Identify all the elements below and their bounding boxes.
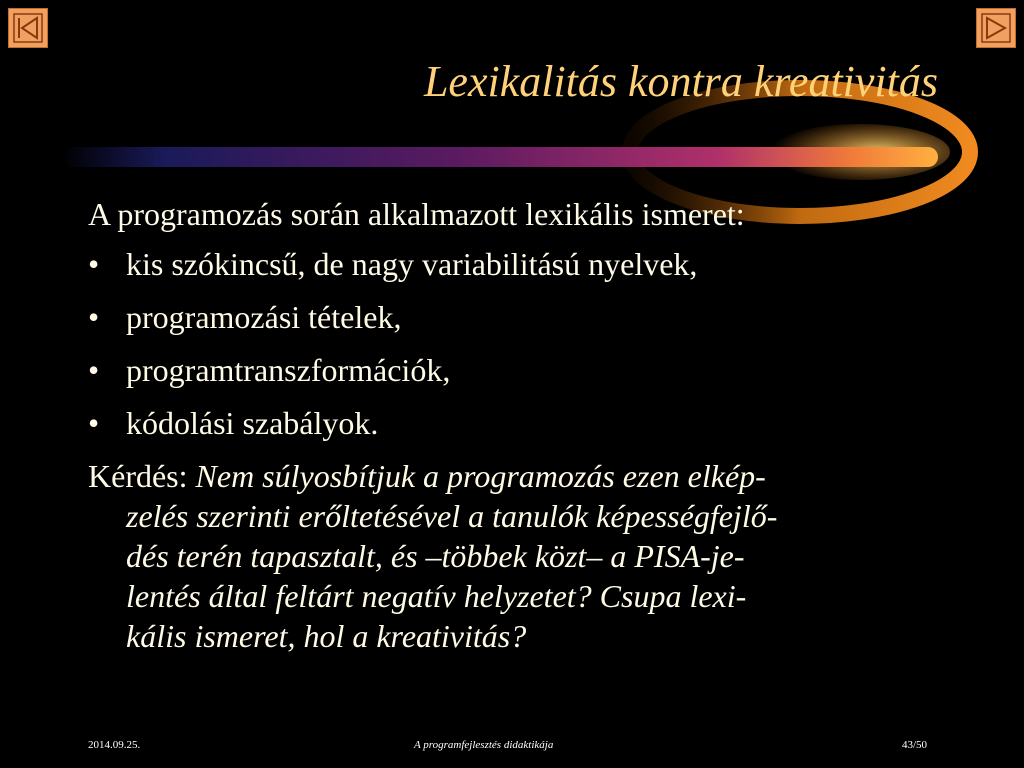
question-label: Kérdés: — [88, 458, 188, 494]
previous-slide-icon — [13, 13, 43, 43]
slide-title: Lexikalitás kontra kreativitás — [423, 57, 938, 106]
footer-course-title: A programfejlesztés didaktikája — [414, 739, 554, 751]
previous-slide-button[interactable] — [8, 8, 48, 48]
question-line: lentés által feltárt negatív helyzetet? Csupa lexi- — [126, 578, 747, 614]
bullet-icon: • — [88, 405, 100, 441]
next-slide-button[interactable] — [976, 8, 1016, 48]
question-line: Nem súlyosbítjuk a programozás ezen elkép- — [195, 458, 766, 494]
bullet-icon: • — [88, 352, 100, 388]
bullet-list — [88, 244, 958, 456]
next-slide-icon — [981, 13, 1011, 43]
question-line: dés terén tapasztalt, és –többek közt– a PISA-je- — [126, 538, 745, 574]
list-item: • programtranszformációk, — [88, 352, 451, 388]
list-item: • kódolási szabályok. — [88, 405, 379, 441]
intro-text: A programozás során alkalmazott lexikális ismeret: — [88, 196, 745, 232]
footer-page-number: 43/50 — [902, 739, 928, 751]
slide-body — [88, 194, 958, 656]
footer-date: 2014.09.25. — [88, 739, 141, 751]
question-paragraph — [88, 456, 958, 656]
bullet-icon: • — [88, 299, 100, 335]
bullet-icon: • — [88, 246, 100, 282]
question-line: zelés szerinti erőltetésével a tanulók képességfejlő- — [126, 498, 778, 534]
question-line: kális ismeret, hol a kreativitás? — [126, 618, 527, 654]
list-item: • programozási tételek, — [88, 299, 402, 335]
list-item: • kis szókincsű, de nagy variabilitású nyelvek, — [88, 246, 698, 282]
